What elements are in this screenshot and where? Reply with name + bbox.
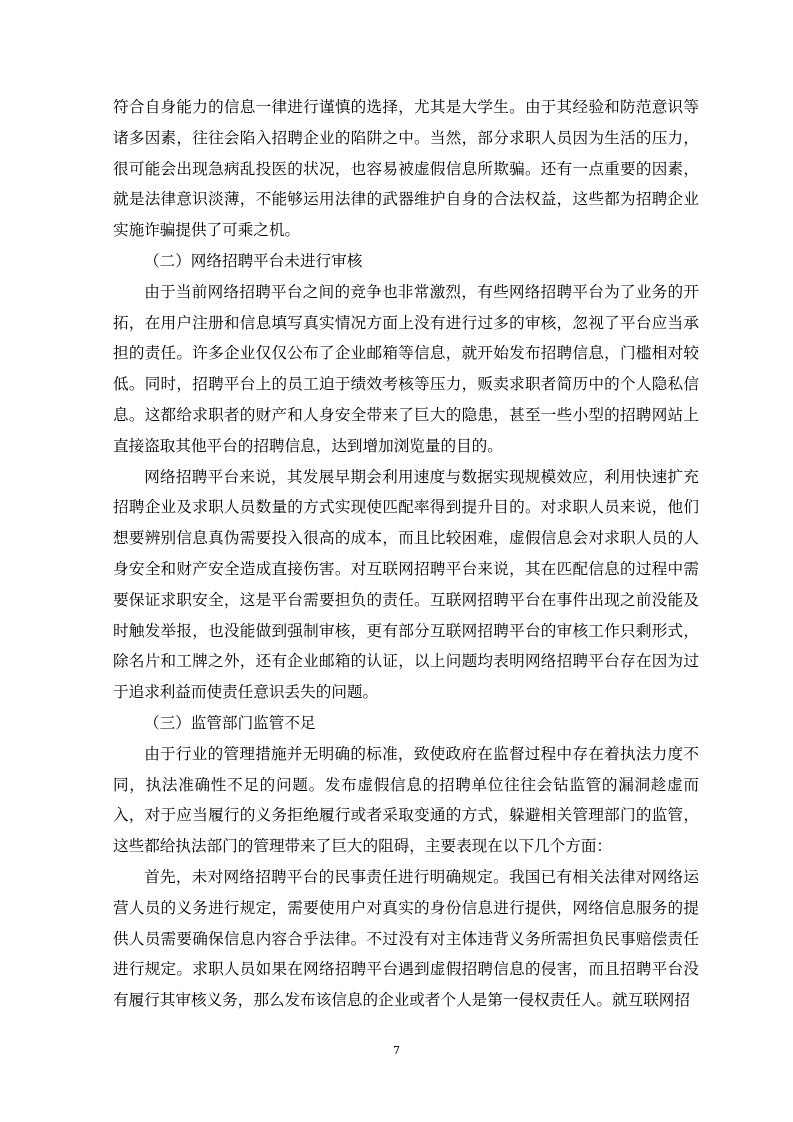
section-heading-3: （三）监管部门监管不足 xyxy=(144,713,316,732)
paragraph-civil-liability: 首先，未对网络招聘平台的民事责任进行明确规定。我国已有相关法律对网络运营人员的义务进行规定，需要使用户对真实的身份信息进行提供，网络信息服务的提供人员需要确保信息内容合乎法律。不过没有对主体违背义务所需担负民事赔偿责任进行规定。求职人员如果在网络招聘平台遇到虚假招聘信息的侵害，而且招聘平台没有履行其审核义务，那么发布该信息的企业或者个人是第一侵权责任人。就互联网招 xyxy=(113,867,699,1010)
section-heading-2: （二）网络招聘平台未进行审核 xyxy=(144,251,363,270)
paragraph-continuation: 符合自身能力的信息一律进行谨慎的选择，尤其是大学生。由于其经验和防范意识等诸多因素，往往会陷入招聘企业的陷阱之中。当然，部分求职人员因为生活的压力，很可能会出现急病乱投医的状况，也容易被虚假信息所欺骗。还有一点重要的因素，就是法律意识淡薄，不能够运用法律的武器维护自身的合法权益，这些都为招聘企业实施诈骗提供了可乘之机。 xyxy=(113,98,699,240)
paragraph-platform-review: 由于当前网络招聘平台之间的竞争也非常激烈，有些网络招聘平台为了业务的开拓，在用户注册和信息填写真实情况方面上没有进行过多的审核，忽视了平台应当承担的责任。许多企业仅仅公布了企业邮箱等信息，就开始发布招聘信息，门槛相对较低。同时，招聘平台上的员工迫于绩效考核等压力，贩卖求职者简历中的个人隐私信息。这都给求职者的财产和人身安全带来了巨大的隐患，甚至一些小型的招聘网站上直接盗取其他平台的招聘信息，达到增加浏览量的目的。 xyxy=(113,282,699,455)
paragraph-supervision: 由于行业的管理措施并无明确的标准，致使政府在监督过程中存在着执法力度不同，执法准确性不足的问题。发布虚假信息的招聘单位往往会钻监管的漏洞趁虚而入，对于应当履行的义务拒绝履行或者采取变通的方式，躲避相关管理部门的监管，这些都给执法部门的管理带来了巨大的阻碍，主要表现在以下几个方面： xyxy=(113,744,699,856)
page-number: 7 xyxy=(393,1044,400,1057)
document-body xyxy=(113,92,699,1016)
paragraph-platform-responsibility: 网络招聘平台来说，其发展早期会利用速度与数据实现规模效应，利用快速扩充招聘企业及求职人员数量的方式实现使匹配率得到提升目的。对求职人员来说，他们想要辨别信息真伪需要投入很高的成本，而且比较困难，虚假信息会对求职人员的人身安全和财产安全造成直接伤害。对互联网招聘平台来说，其在匹配信息的过程中需要保证求职安全，这是平台需要担负的责任。互联网招聘平台在事件出现之前没能及时触发举报，也没能做到强制审核，更有部分互联网招聘平台的审核工作只剩形式，除名片和工牌之外，还有企业邮箱的认证，以上问题均表明网络招聘平台存在因为过于追求利益而使责任意识丢失的问题。 xyxy=(113,467,699,702)
